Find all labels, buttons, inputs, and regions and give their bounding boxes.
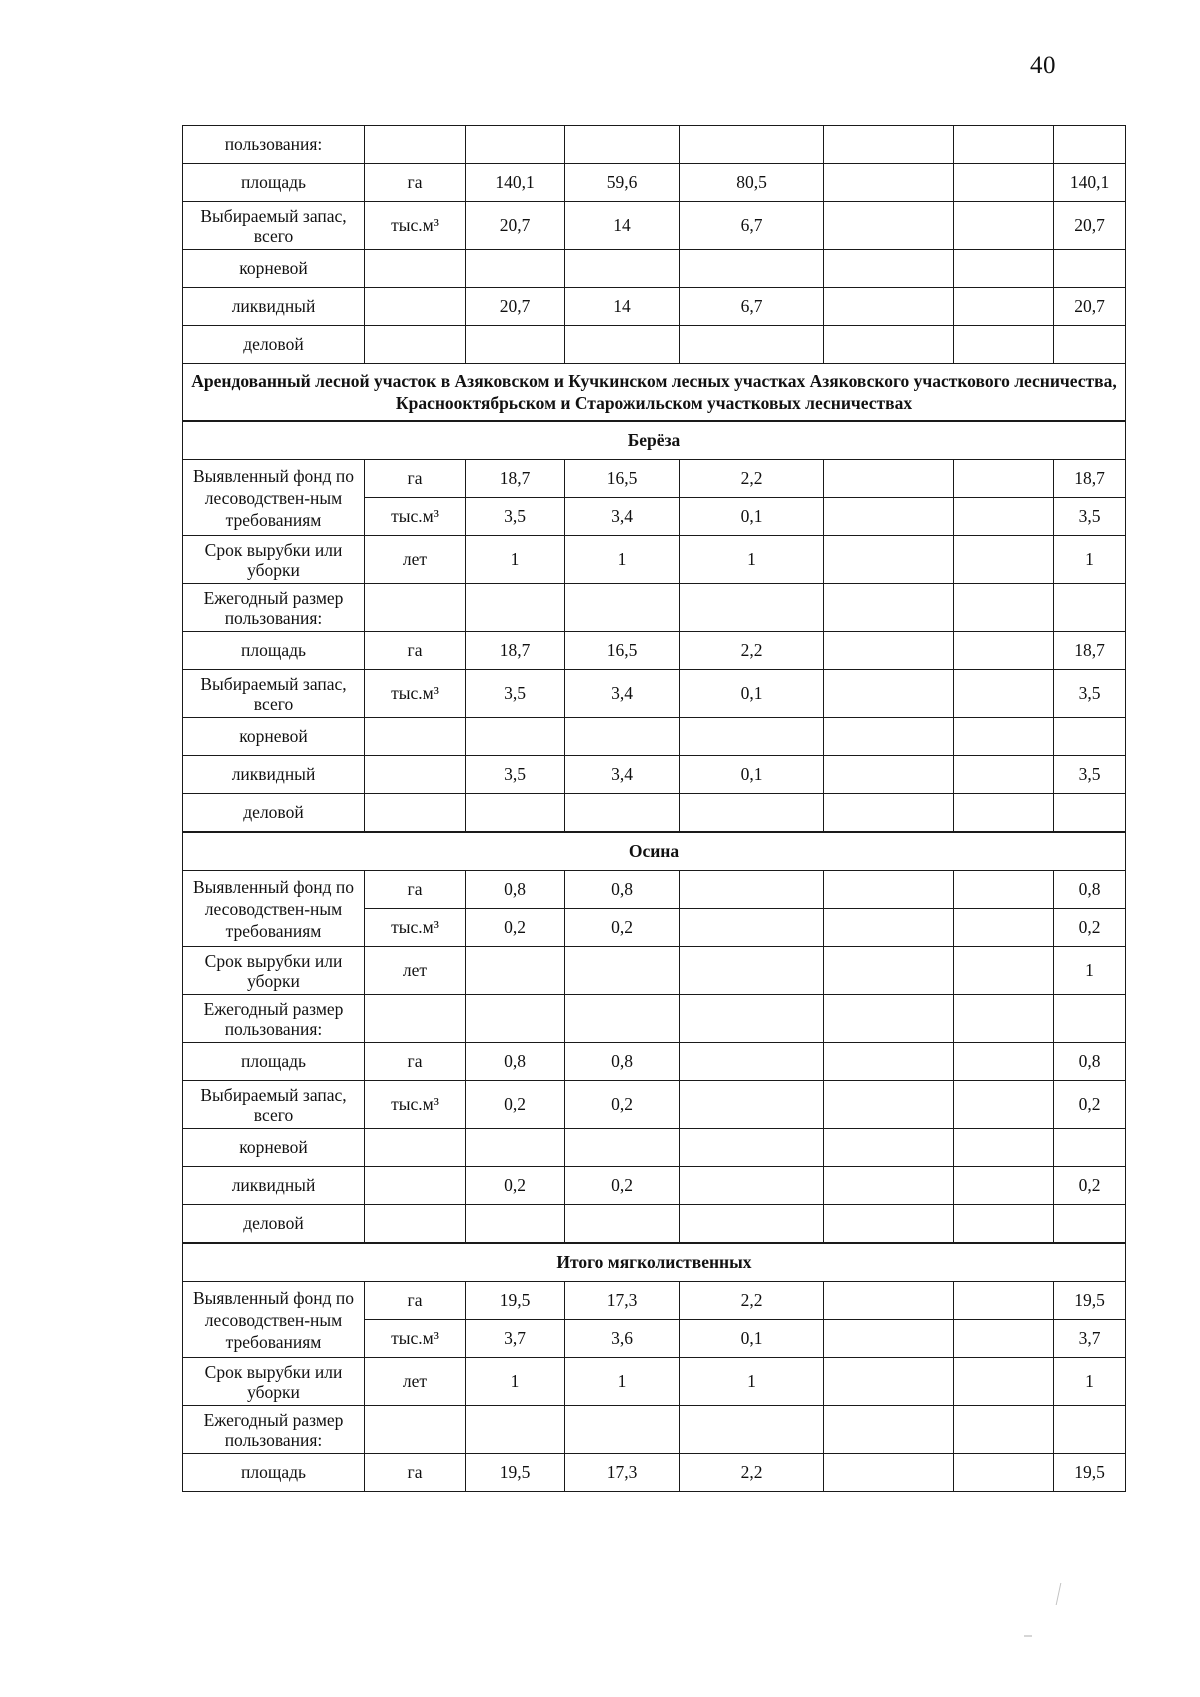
value-cell: 2,2	[680, 632, 824, 670]
value-cell: 1	[1054, 947, 1126, 995]
value-cell	[954, 632, 1054, 670]
empty-cell	[824, 1406, 954, 1454]
section-title: Берёза	[183, 421, 1126, 460]
value-cell	[466, 326, 565, 364]
value-cell	[680, 1081, 824, 1129]
empty-cell	[565, 1406, 680, 1454]
table-row	[183, 670, 1126, 718]
value-cell: 18,7	[1054, 632, 1126, 670]
table-row	[183, 1358, 1126, 1406]
value-cell	[1054, 718, 1126, 756]
unit-cell	[365, 326, 466, 364]
value-cell	[954, 1205, 1054, 1244]
value-cell	[565, 1205, 680, 1244]
value-cell	[565, 794, 680, 833]
value-cell	[954, 718, 1054, 756]
value-cell	[824, 202, 954, 250]
value-cell	[680, 947, 824, 995]
row-label: Срок вырубки или уборки	[183, 947, 365, 995]
value-cell: 3,5	[466, 670, 565, 718]
value-cell	[824, 947, 954, 995]
value-cell	[680, 1167, 824, 1205]
table-row	[183, 126, 1126, 164]
unit-cell: лет	[365, 1358, 466, 1406]
row-label: Выявленный фонд по лесоводствен-ным требованиям	[183, 871, 365, 947]
value-cell: 140,1	[466, 164, 565, 202]
value-cell	[954, 250, 1054, 288]
value-cell: 6,7	[680, 202, 824, 250]
unit-cell: тыс.м³	[365, 202, 466, 250]
row-label: Выбираемый запас, всего	[183, 670, 365, 718]
value-cell: 3,4	[565, 498, 680, 536]
value-cell: 18,7	[466, 632, 565, 670]
row-label: Выявленный фонд по лесоводствен-ным требованиям	[183, 460, 365, 536]
value-cell: 59,6	[565, 164, 680, 202]
row-label: ликвидный	[183, 288, 365, 326]
empty-cell	[954, 1406, 1054, 1454]
value-cell	[680, 718, 824, 756]
table-row	[183, 995, 1126, 1043]
value-cell	[466, 250, 565, 288]
row-label: Выбираемый запас, всего	[183, 202, 365, 250]
pen-mark	[1056, 1583, 1076, 1605]
row-label: Срок вырубки или уборки	[183, 536, 365, 584]
unit-cell: тыс.м³	[365, 1320, 466, 1358]
value-cell: 1	[680, 536, 824, 584]
row-label: деловой	[183, 1205, 365, 1244]
unit-cell	[365, 794, 466, 833]
value-cell: 0,2	[466, 1167, 565, 1205]
value-cell: 2,2	[680, 1454, 824, 1492]
value-cell	[565, 126, 680, 164]
value-cell	[565, 1129, 680, 1167]
value-cell: 140,1	[1054, 164, 1126, 202]
empty-cell	[680, 584, 824, 632]
value-cell	[1054, 326, 1126, 364]
value-cell	[824, 1081, 954, 1129]
value-cell: 18,7	[466, 460, 565, 498]
unit-cell: лет	[365, 536, 466, 584]
table-row	[183, 326, 1126, 364]
value-cell: 0,2	[466, 1081, 565, 1129]
table-row	[183, 871, 1126, 909]
value-cell	[824, 460, 954, 498]
value-cell	[824, 164, 954, 202]
value-cell	[680, 126, 824, 164]
table-row	[183, 164, 1126, 202]
unit-cell: лет	[365, 947, 466, 995]
value-cell	[824, 1282, 954, 1320]
value-cell	[466, 718, 565, 756]
table-row	[183, 794, 1126, 833]
table-row	[183, 1406, 1126, 1454]
table-row	[183, 202, 1126, 250]
page-number: 40	[1030, 52, 1056, 79]
value-cell: 3,6	[565, 1320, 680, 1358]
value-cell	[680, 794, 824, 833]
value-cell	[954, 871, 1054, 909]
empty-cell	[1054, 584, 1126, 632]
empty-cell	[466, 995, 565, 1043]
unit-cell: га	[365, 164, 466, 202]
row-label: ликвидный	[183, 756, 365, 794]
row-label: Ежегодный размер пользования:	[183, 1406, 365, 1454]
empty-cell	[365, 1406, 466, 1454]
value-cell	[954, 756, 1054, 794]
table-row	[183, 1043, 1126, 1081]
value-cell: 16,5	[565, 460, 680, 498]
row-label: Ежегодный размер пользования:	[183, 995, 365, 1043]
row-label: корневой	[183, 718, 365, 756]
value-cell	[565, 718, 680, 756]
row-label: Выбираемый запас, всего	[183, 1081, 365, 1129]
value-cell: 0,2	[1054, 909, 1126, 947]
value-cell: 3,7	[466, 1320, 565, 1358]
value-cell	[1054, 250, 1126, 288]
value-cell: 2,2	[680, 460, 824, 498]
table-row	[183, 1129, 1126, 1167]
value-cell	[680, 871, 824, 909]
value-cell: 0,1	[680, 498, 824, 536]
unit-cell	[365, 1167, 466, 1205]
value-cell: 16,5	[565, 632, 680, 670]
row-label: площадь	[183, 164, 365, 202]
value-cell	[954, 1358, 1054, 1406]
value-cell	[565, 947, 680, 995]
value-cell: 18,7	[1054, 460, 1126, 498]
unit-cell	[365, 756, 466, 794]
value-cell	[680, 1205, 824, 1244]
value-cell	[680, 1129, 824, 1167]
value-cell: 0,8	[565, 871, 680, 909]
value-cell	[824, 126, 954, 164]
row-label: Срок вырубки или уборки	[183, 1358, 365, 1406]
table-row	[183, 288, 1126, 326]
section-title: Осина	[183, 832, 1126, 871]
value-cell: 80,5	[680, 164, 824, 202]
table-row	[183, 1454, 1126, 1492]
value-cell: 3,5	[1054, 756, 1126, 794]
value-cell	[466, 126, 565, 164]
value-cell: 0,2	[1054, 1167, 1126, 1205]
table-row	[183, 1282, 1126, 1320]
row-label: корневой	[183, 1129, 365, 1167]
empty-cell	[565, 995, 680, 1043]
unit-cell	[365, 250, 466, 288]
table-row	[183, 947, 1126, 995]
value-cell	[680, 909, 824, 947]
value-cell: 1	[680, 1358, 824, 1406]
value-cell	[954, 498, 1054, 536]
value-cell: 0,8	[1054, 1043, 1126, 1081]
value-cell	[824, 1129, 954, 1167]
value-cell: 3,5	[466, 498, 565, 536]
value-cell: 17,3	[565, 1282, 680, 1320]
row-label: площадь	[183, 1043, 365, 1081]
row-label: площадь	[183, 632, 365, 670]
value-cell: 3,5	[1054, 498, 1126, 536]
value-cell	[824, 1205, 954, 1244]
value-cell: 3,7	[1054, 1320, 1126, 1358]
pen-dot	[1024, 1635, 1032, 1637]
value-cell: 19,5	[466, 1282, 565, 1320]
value-cell: 0,1	[680, 1320, 824, 1358]
unit-cell: га	[365, 1282, 466, 1320]
value-cell	[680, 326, 824, 364]
empty-cell	[365, 995, 466, 1043]
value-cell: 0,1	[680, 756, 824, 794]
value-cell	[954, 326, 1054, 364]
value-cell	[954, 164, 1054, 202]
unit-cell: тыс.м³	[365, 1081, 466, 1129]
value-cell: 0,2	[1054, 1081, 1126, 1129]
value-cell: 3,5	[466, 756, 565, 794]
empty-cell	[1054, 995, 1126, 1043]
value-cell: 1	[565, 1358, 680, 1406]
value-cell	[824, 536, 954, 584]
value-cell: 3,5	[1054, 670, 1126, 718]
value-cell: 19,5	[1054, 1454, 1126, 1492]
value-cell	[1054, 1129, 1126, 1167]
value-cell: 0,8	[466, 1043, 565, 1081]
value-cell: 3,4	[565, 756, 680, 794]
value-cell	[954, 288, 1054, 326]
empty-cell	[1054, 1406, 1126, 1454]
value-cell	[954, 202, 1054, 250]
unit-cell	[365, 718, 466, 756]
unit-cell	[365, 1129, 466, 1167]
value-cell	[824, 632, 954, 670]
value-cell: 14	[565, 202, 680, 250]
section-header-row	[183, 832, 1126, 871]
value-cell	[824, 1320, 954, 1358]
value-cell	[824, 1454, 954, 1492]
empty-cell	[954, 995, 1054, 1043]
value-cell	[824, 1358, 954, 1406]
empty-cell	[824, 584, 954, 632]
value-cell: 1	[1054, 1358, 1126, 1406]
unit-cell: га	[365, 632, 466, 670]
row-label: деловой	[183, 794, 365, 833]
value-cell: 14	[565, 288, 680, 326]
banner-row	[183, 364, 1126, 422]
value-cell: 1	[1054, 536, 1126, 584]
unit-cell	[365, 1205, 466, 1244]
value-cell	[824, 1167, 954, 1205]
value-cell: 19,5	[1054, 1282, 1126, 1320]
table-row	[183, 718, 1126, 756]
value-cell	[954, 1129, 1054, 1167]
value-cell	[1054, 126, 1126, 164]
value-cell	[954, 1081, 1054, 1129]
value-cell: 1	[466, 1358, 565, 1406]
table-row	[183, 1205, 1126, 1244]
value-cell: 17,3	[565, 1454, 680, 1492]
value-cell	[466, 1129, 565, 1167]
row-label: деловой	[183, 326, 365, 364]
value-cell	[824, 756, 954, 794]
value-cell	[954, 126, 1054, 164]
value-cell: 0,2	[565, 1081, 680, 1129]
value-cell	[466, 1205, 565, 1244]
value-cell	[954, 670, 1054, 718]
value-cell: 3,4	[565, 670, 680, 718]
table-row	[183, 460, 1126, 498]
unit-cell: тыс.м³	[365, 909, 466, 947]
value-cell	[824, 718, 954, 756]
row-label: площадь	[183, 1454, 365, 1492]
value-cell	[824, 498, 954, 536]
value-cell	[954, 1167, 1054, 1205]
value-cell: 19,5	[466, 1454, 565, 1492]
value-cell	[824, 871, 954, 909]
value-cell: 0,8	[466, 871, 565, 909]
empty-cell	[824, 995, 954, 1043]
section-header-row	[183, 1243, 1126, 1282]
value-cell	[954, 1043, 1054, 1081]
value-cell	[1054, 794, 1126, 833]
value-cell: 20,7	[1054, 288, 1126, 326]
value-cell	[824, 1043, 954, 1081]
section-banner: Арендованный лесной участок в Азяковском и Кучкинском лесных участках Азяковского участкового лесничества, Краснооктябрьском и Старожильском участковых лесничествах	[183, 364, 1126, 422]
empty-cell	[565, 584, 680, 632]
forest-use-table	[182, 125, 1126, 1492]
empty-cell	[954, 584, 1054, 632]
value-cell	[680, 1043, 824, 1081]
unit-cell: га	[365, 1454, 466, 1492]
value-cell	[1054, 1205, 1126, 1244]
value-cell: 20,7	[466, 202, 565, 250]
value-cell: 1	[565, 536, 680, 584]
unit-cell: га	[365, 871, 466, 909]
table-row	[183, 536, 1126, 584]
value-cell	[466, 794, 565, 833]
value-cell: 2,2	[680, 1282, 824, 1320]
value-cell	[824, 288, 954, 326]
value-cell	[954, 909, 1054, 947]
table-row	[183, 1167, 1126, 1205]
value-cell	[565, 250, 680, 288]
value-cell: 0,1	[680, 670, 824, 718]
unit-cell	[365, 126, 466, 164]
empty-cell	[466, 584, 565, 632]
row-label: ликвидный	[183, 1167, 365, 1205]
empty-cell	[466, 1406, 565, 1454]
value-cell: 0,8	[565, 1043, 680, 1081]
value-cell	[824, 670, 954, 718]
unit-cell	[365, 288, 466, 326]
value-cell	[824, 909, 954, 947]
empty-cell	[680, 995, 824, 1043]
unit-cell: га	[365, 1043, 466, 1081]
value-cell: 6,7	[680, 288, 824, 326]
value-cell	[824, 326, 954, 364]
value-cell	[954, 947, 1054, 995]
empty-cell	[680, 1406, 824, 1454]
value-cell	[954, 1454, 1054, 1492]
value-cell	[680, 250, 824, 288]
row-label: Выявленный фонд по лесоводствен-ным требованиям	[183, 1282, 365, 1358]
row-label: пользования:	[183, 126, 365, 164]
unit-cell: га	[365, 460, 466, 498]
empty-cell	[365, 584, 466, 632]
unit-cell: тыс.м³	[365, 670, 466, 718]
value-cell: 0,2	[466, 909, 565, 947]
value-cell: 0,8	[1054, 871, 1126, 909]
value-cell	[954, 1320, 1054, 1358]
value-cell	[954, 460, 1054, 498]
value-cell	[824, 794, 954, 833]
row-label: корневой	[183, 250, 365, 288]
value-cell	[824, 250, 954, 288]
value-cell: 20,7	[1054, 202, 1126, 250]
value-cell: 1	[466, 536, 565, 584]
unit-cell: тыс.м³	[365, 498, 466, 536]
value-cell: 0,2	[565, 1167, 680, 1205]
value-cell	[466, 947, 565, 995]
table-row	[183, 1081, 1126, 1129]
value-cell	[954, 794, 1054, 833]
value-cell: 20,7	[466, 288, 565, 326]
table-row	[183, 250, 1126, 288]
value-cell	[565, 326, 680, 364]
value-cell	[954, 536, 1054, 584]
row-label: Ежегодный размер пользования:	[183, 584, 365, 632]
value-cell	[954, 1282, 1054, 1320]
table-row	[183, 756, 1126, 794]
section-header-row	[183, 421, 1126, 460]
section-title: Итого мягколиственных	[183, 1243, 1126, 1282]
value-cell: 0,2	[565, 909, 680, 947]
table-row	[183, 632, 1126, 670]
table-row	[183, 584, 1126, 632]
